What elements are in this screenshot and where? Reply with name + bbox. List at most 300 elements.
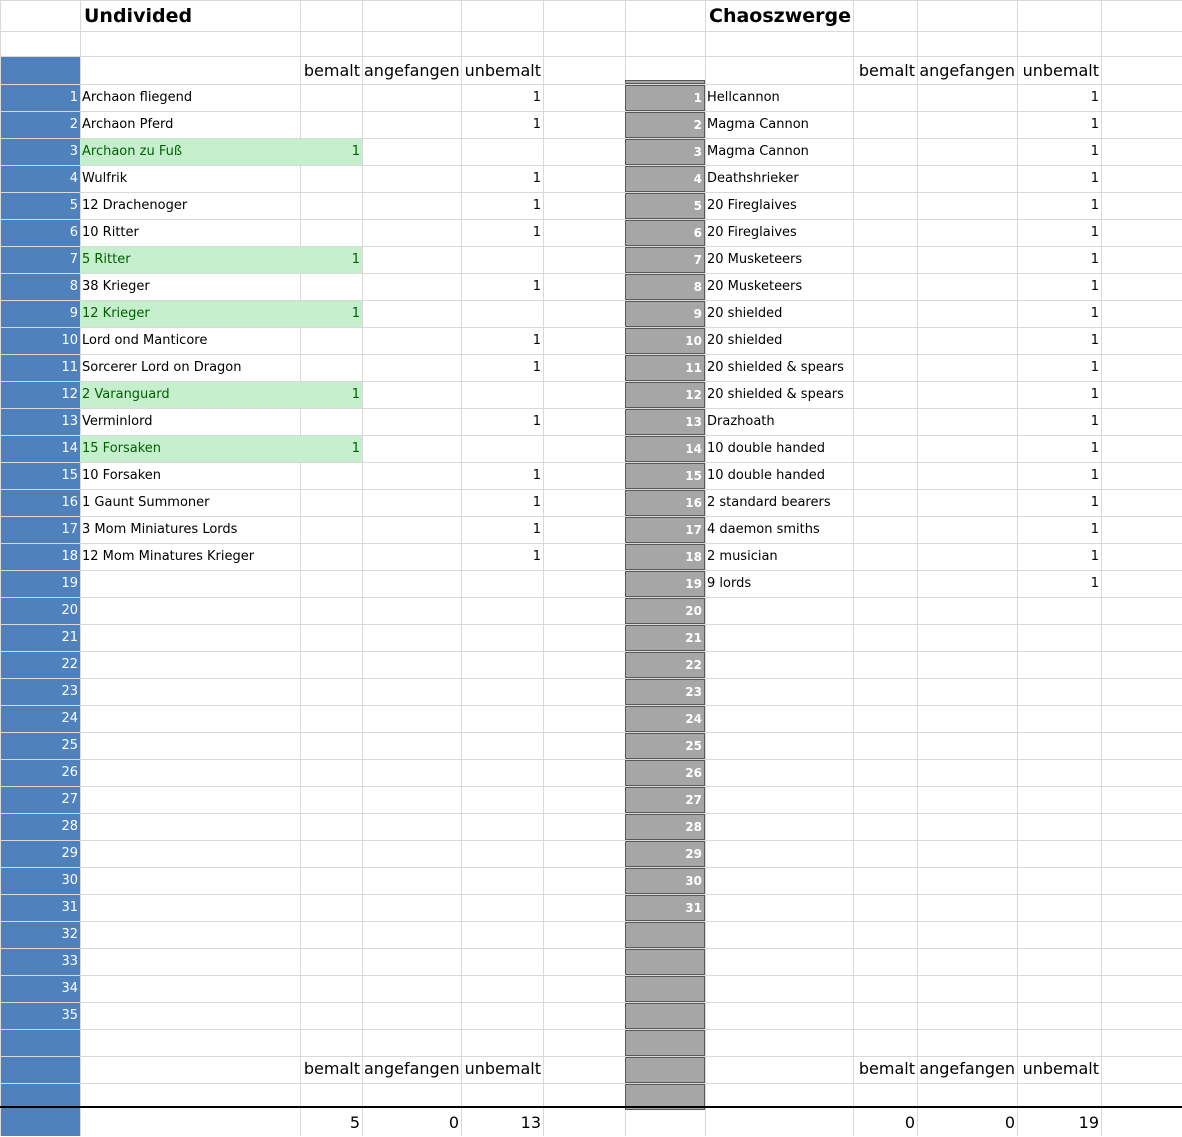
unbemalt-cell[interactable]: 1	[1090, 117, 1099, 132]
unit-name[interactable]	[705, 624, 853, 651]
bemalt-cell[interactable]	[853, 732, 917, 759]
unit-name[interactable]: 12 Mom Minatures Krieger	[82, 549, 255, 564]
angefangen-cell[interactable]	[917, 543, 1017, 570]
angefangen-cell[interactable]	[362, 624, 461, 651]
angefangen-cell[interactable]	[362, 84, 461, 111]
unit-name[interactable]: 10 double handed	[707, 441, 826, 456]
angefangen-cell[interactable]	[917, 192, 1017, 219]
unit-name[interactable]	[705, 867, 853, 894]
unit-name[interactable]: 12 Krieger	[82, 306, 150, 321]
unbemalt-cell[interactable]: 1	[532, 414, 541, 429]
row-number[interactable]: 32	[61, 927, 78, 942]
angefangen-cell[interactable]	[362, 813, 461, 840]
angefangen-cell[interactable]	[917, 570, 1017, 597]
left-header-bemalt-top[interactable]: bemalt	[303, 61, 360, 80]
unbemalt-cell[interactable]: 1	[532, 198, 541, 213]
angefangen-cell[interactable]	[917, 462, 1017, 489]
unit-name[interactable]	[705, 813, 853, 840]
bemalt-cell[interactable]	[853, 867, 917, 894]
angefangen-cell[interactable]	[362, 435, 461, 462]
angefangen-cell[interactable]	[362, 138, 461, 165]
bemalt-cell[interactable]	[853, 165, 917, 192]
unbemalt-cell[interactable]	[1017, 597, 1101, 624]
bemalt-cell[interactable]	[300, 111, 362, 138]
unbemalt-cell[interactable]	[1017, 678, 1101, 705]
unit-name[interactable]	[80, 786, 300, 813]
bemalt-cell[interactable]	[300, 165, 362, 192]
unbemalt-cell[interactable]: 1	[1090, 549, 1099, 564]
row-number[interactable]: 26	[61, 765, 78, 780]
unit-name[interactable]: Magma Cannon	[707, 117, 809, 132]
angefangen-cell[interactable]	[362, 705, 461, 732]
angefangen-cell[interactable]	[362, 543, 461, 570]
unbemalt-cell[interactable]: 1	[532, 495, 541, 510]
bemalt-cell[interactable]	[853, 678, 917, 705]
bemalt-cell[interactable]	[300, 192, 362, 219]
bemalt-cell[interactable]	[300, 327, 362, 354]
unit-name[interactable]: Lord ond Manticore	[82, 333, 208, 348]
row-number[interactable]: 28	[61, 819, 78, 834]
unit-name[interactable]: 10 double handed	[707, 468, 826, 483]
bemalt-cell[interactable]	[300, 732, 362, 759]
bemalt-cell[interactable]	[853, 138, 917, 165]
bemalt-cell[interactable]	[853, 273, 917, 300]
bemalt-cell[interactable]	[300, 516, 362, 543]
unbemalt-cell[interactable]: 1	[532, 522, 541, 537]
bemalt-cell[interactable]	[853, 192, 917, 219]
unbemalt-cell[interactable]	[461, 624, 543, 651]
angefangen-cell[interactable]	[362, 975, 461, 1002]
unbemalt-cell[interactable]	[1017, 651, 1101, 678]
unit-name[interactable]: 5 Ritter	[82, 252, 131, 267]
left-header-bemalt-bottom[interactable]: bemalt	[303, 1059, 360, 1078]
unbemalt-cell[interactable]	[1017, 624, 1101, 651]
unit-name[interactable]: 20 shielded & spears	[707, 360, 844, 375]
bemalt-cell[interactable]	[300, 489, 362, 516]
unbemalt-cell[interactable]	[461, 381, 543, 408]
unit-name[interactable]: 4 daemon smiths	[707, 522, 820, 537]
unbemalt-cell[interactable]: 1	[1090, 414, 1099, 429]
unit-name[interactable]	[80, 975, 300, 1002]
right-header-angefangen-bottom[interactable]: angefangen	[919, 1059, 1015, 1078]
row-number[interactable]: 8	[69, 279, 78, 294]
angefangen-cell[interactable]	[362, 300, 461, 327]
bemalt-cell[interactable]	[853, 894, 917, 921]
unit-name[interactable]	[80, 948, 300, 975]
angefangen-cell[interactable]	[362, 327, 461, 354]
unbemalt-cell[interactable]: 1	[1090, 252, 1099, 267]
angefangen-cell[interactable]	[362, 192, 461, 219]
angefangen-cell[interactable]	[362, 165, 461, 192]
unbemalt-cell[interactable]	[1017, 840, 1101, 867]
unit-name[interactable]	[705, 840, 853, 867]
unit-name[interactable]	[80, 759, 300, 786]
unbemalt-cell[interactable]	[461, 867, 543, 894]
row-number[interactable]: 34	[61, 981, 78, 996]
unbemalt-cell[interactable]: 1	[1090, 522, 1099, 537]
unit-name[interactable]: Deathshrieker	[707, 171, 799, 186]
unit-name[interactable]	[80, 651, 300, 678]
row-number[interactable]: 6	[69, 225, 78, 240]
angefangen-cell[interactable]	[362, 570, 461, 597]
unit-name[interactable]	[705, 651, 853, 678]
right-header-bemalt-bottom[interactable]: bemalt	[858, 1059, 915, 1078]
angefangen-cell[interactable]	[917, 705, 1017, 732]
unbemalt-cell[interactable]	[461, 813, 543, 840]
row-number[interactable]: 2	[69, 117, 78, 132]
bemalt-cell[interactable]	[853, 300, 917, 327]
unit-name[interactable]: 20 shielded & spears	[707, 387, 844, 402]
unit-name[interactable]: Archaon Pferd	[82, 117, 174, 132]
angefangen-cell[interactable]	[362, 462, 461, 489]
bemalt-cell[interactable]	[300, 597, 362, 624]
row-number[interactable]: 1	[69, 90, 78, 105]
angefangen-cell[interactable]	[917, 327, 1017, 354]
angefangen-cell[interactable]	[917, 813, 1017, 840]
unbemalt-cell[interactable]: 1	[1090, 360, 1099, 375]
angefangen-cell[interactable]	[917, 732, 1017, 759]
bemalt-cell[interactable]	[853, 111, 917, 138]
unbemalt-cell[interactable]	[461, 570, 543, 597]
angefangen-cell[interactable]	[362, 516, 461, 543]
unbemalt-cell[interactable]: 1	[1090, 495, 1099, 510]
angefangen-cell[interactable]	[362, 273, 461, 300]
undivided-title[interactable]: Undivided	[84, 5, 193, 27]
bemalt-cell[interactable]	[300, 894, 362, 921]
bemalt-cell[interactable]	[300, 948, 362, 975]
bemalt-cell[interactable]: 1	[351, 306, 360, 321]
bemalt-cell[interactable]	[853, 435, 917, 462]
unbemalt-cell[interactable]	[461, 651, 543, 678]
angefangen-cell[interactable]	[917, 840, 1017, 867]
bemalt-cell[interactable]	[853, 462, 917, 489]
unbemalt-cell[interactable]: 1	[532, 549, 541, 564]
bemalt-cell[interactable]: 1	[351, 252, 360, 267]
bemalt-cell[interactable]	[853, 705, 917, 732]
unit-name[interactable]: 9 lords	[707, 576, 752, 591]
unit-name[interactable]	[80, 921, 300, 948]
unbemalt-cell[interactable]	[461, 246, 543, 273]
angefangen-cell[interactable]	[917, 786, 1017, 813]
bemalt-cell[interactable]	[853, 381, 917, 408]
bemalt-cell[interactable]	[300, 867, 362, 894]
angefangen-cell[interactable]	[362, 111, 461, 138]
row-number[interactable]: 20	[61, 603, 78, 618]
angefangen-cell[interactable]	[917, 246, 1017, 273]
angefangen-cell[interactable]	[917, 435, 1017, 462]
angefangen-cell[interactable]	[917, 597, 1017, 624]
unbemalt-cell[interactable]	[461, 840, 543, 867]
unit-name[interactable]	[705, 732, 853, 759]
angefangen-cell[interactable]	[362, 894, 461, 921]
bemalt-cell[interactable]	[300, 543, 362, 570]
unbemalt-cell[interactable]	[1017, 867, 1101, 894]
row-number[interactable]: 7	[69, 252, 78, 267]
unit-name[interactable]: Magma Cannon	[707, 144, 809, 159]
row-number[interactable]: 27	[61, 792, 78, 807]
unit-name[interactable]: 12 Drachenoger	[82, 198, 188, 213]
bemalt-cell[interactable]	[300, 273, 362, 300]
unit-name[interactable]	[80, 570, 300, 597]
unbemalt-cell[interactable]	[461, 597, 543, 624]
angefangen-cell[interactable]	[362, 786, 461, 813]
right-total-angefangen[interactable]: 0	[1004, 1113, 1015, 1132]
bemalt-cell[interactable]	[853, 354, 917, 381]
unit-name[interactable]	[705, 678, 853, 705]
unit-name[interactable]	[80, 1002, 300, 1029]
angefangen-cell[interactable]	[917, 165, 1017, 192]
left-total-unbemalt[interactable]: 13	[520, 1113, 541, 1132]
unit-name[interactable]: Verminlord	[82, 414, 153, 429]
unit-name[interactable]	[80, 597, 300, 624]
angefangen-cell[interactable]	[917, 516, 1017, 543]
angefangen-cell[interactable]	[917, 219, 1017, 246]
left-total-bemalt[interactable]: 5	[349, 1113, 360, 1132]
bemalt-cell[interactable]	[853, 408, 917, 435]
bemalt-cell[interactable]	[853, 219, 917, 246]
unbemalt-cell[interactable]	[461, 759, 543, 786]
unbemalt-cell[interactable]: 1	[532, 279, 541, 294]
bemalt-cell[interactable]	[853, 246, 917, 273]
unbemalt-cell[interactable]	[461, 975, 543, 1002]
angefangen-cell[interactable]	[362, 921, 461, 948]
unit-name[interactable]: 2 Varanguard	[82, 387, 170, 402]
bemalt-cell[interactable]	[853, 813, 917, 840]
unit-name[interactable]	[80, 840, 300, 867]
unbemalt-cell[interactable]: 1	[1090, 441, 1099, 456]
left-header-angefangen-top[interactable]: angefangen	[364, 61, 460, 80]
row-number[interactable]: 16	[61, 495, 78, 510]
unit-name[interactable]	[80, 813, 300, 840]
unbemalt-cell[interactable]	[461, 948, 543, 975]
unit-name[interactable]	[80, 894, 300, 921]
unit-name[interactable]	[705, 759, 853, 786]
angefangen-cell[interactable]	[917, 894, 1017, 921]
row-number[interactable]: 3	[69, 144, 78, 159]
unbemalt-cell[interactable]: 1	[1090, 198, 1099, 213]
unbemalt-cell[interactable]	[1017, 786, 1101, 813]
row-number[interactable]: 18	[61, 549, 78, 564]
bemalt-cell[interactable]	[300, 921, 362, 948]
left-header-angefangen-bottom[interactable]: angefangen	[364, 1059, 460, 1078]
bemalt-cell[interactable]	[300, 651, 362, 678]
unbemalt-cell[interactable]: 1	[1090, 90, 1099, 105]
angefangen-cell[interactable]	[362, 678, 461, 705]
unit-name[interactable]	[705, 705, 853, 732]
angefangen-cell[interactable]	[917, 489, 1017, 516]
angefangen-cell[interactable]	[917, 624, 1017, 651]
unit-name[interactable]: Sorcerer Lord on Dragon	[82, 360, 242, 375]
row-number[interactable]: 29	[61, 846, 78, 861]
unit-name[interactable]: Hellcannon	[707, 90, 780, 105]
unbemalt-cell[interactable]	[1017, 759, 1101, 786]
row-number[interactable]: 13	[61, 414, 78, 429]
unit-name[interactable]: Archaon fliegend	[82, 90, 193, 105]
unbemalt-cell[interactable]: 1	[1090, 333, 1099, 348]
bemalt-cell[interactable]	[300, 1002, 362, 1029]
right-total-bemalt[interactable]: 0	[904, 1113, 915, 1132]
angefangen-cell[interactable]	[362, 597, 461, 624]
bemalt-cell[interactable]: 1	[351, 144, 360, 159]
unit-name[interactable]: 1 Gaunt Summoner	[82, 495, 210, 510]
unbemalt-cell[interactable]	[461, 1002, 543, 1029]
unit-name[interactable]	[705, 894, 853, 921]
unbemalt-cell[interactable]: 1	[532, 360, 541, 375]
unbemalt-cell[interactable]	[461, 300, 543, 327]
row-number[interactable]: 25	[61, 738, 78, 753]
unit-name[interactable]: 38 Krieger	[82, 279, 150, 294]
chaoszwerge-title[interactable]: Chaoszwerge	[709, 5, 852, 27]
unit-name[interactable]: Drazhoath	[707, 414, 775, 429]
bemalt-cell[interactable]	[300, 759, 362, 786]
angefangen-cell[interactable]	[917, 759, 1017, 786]
bemalt-cell[interactable]	[300, 354, 362, 381]
bemalt-cell[interactable]	[853, 516, 917, 543]
angefangen-cell[interactable]	[362, 732, 461, 759]
row-number[interactable]: 33	[61, 954, 78, 969]
unbemalt-cell[interactable]: 1	[1090, 468, 1099, 483]
angefangen-cell[interactable]	[362, 408, 461, 435]
bemalt-cell[interactable]	[300, 84, 362, 111]
unit-name[interactable]: 20 Fireglaives	[707, 225, 797, 240]
bemalt-cell[interactable]	[853, 624, 917, 651]
unit-name[interactable]: 3 Mom Miniatures Lords	[82, 522, 238, 537]
bemalt-cell[interactable]	[300, 462, 362, 489]
unit-name[interactable]	[705, 786, 853, 813]
unit-name[interactable]	[80, 867, 300, 894]
angefangen-cell[interactable]	[362, 867, 461, 894]
angefangen-cell[interactable]	[362, 219, 461, 246]
bemalt-cell[interactable]	[853, 489, 917, 516]
angefangen-cell[interactable]	[362, 489, 461, 516]
unbemalt-cell[interactable]: 1	[532, 225, 541, 240]
unit-name[interactable]: 15 Forsaken	[82, 441, 162, 456]
unit-name[interactable]: 20 shielded	[707, 306, 783, 321]
row-number[interactable]: 11	[61, 360, 78, 375]
angefangen-cell[interactable]	[362, 354, 461, 381]
right-header-angefangen-top[interactable]: angefangen	[919, 61, 1015, 80]
angefangen-cell[interactable]	[362, 948, 461, 975]
bemalt-cell[interactable]	[300, 705, 362, 732]
unbemalt-cell[interactable]	[461, 705, 543, 732]
bemalt-cell[interactable]	[853, 84, 917, 111]
unit-name[interactable]: 10 Forsaken	[82, 468, 162, 483]
unbemalt-cell[interactable]	[461, 678, 543, 705]
bemalt-cell[interactable]	[300, 678, 362, 705]
angefangen-cell[interactable]	[362, 1002, 461, 1029]
bemalt-cell[interactable]	[853, 840, 917, 867]
unit-name[interactable]: 2 standard bearers	[707, 495, 831, 510]
bemalt-cell[interactable]	[853, 651, 917, 678]
bemalt-cell[interactable]	[300, 786, 362, 813]
angefangen-cell[interactable]	[917, 300, 1017, 327]
unit-name[interactable]: 2 musician	[707, 549, 778, 564]
left-total-angefangen[interactable]: 0	[448, 1113, 459, 1132]
bemalt-cell[interactable]	[300, 813, 362, 840]
right-header-unbemalt-bottom[interactable]: unbemalt	[1022, 1059, 1099, 1078]
right-total-unbemalt[interactable]: 19	[1078, 1113, 1099, 1132]
right-header-unbemalt-top[interactable]: unbemalt	[1022, 61, 1099, 80]
unbemalt-cell[interactable]: 1	[1090, 306, 1099, 321]
unbemalt-cell[interactable]	[1017, 894, 1101, 921]
bemalt-cell[interactable]	[300, 624, 362, 651]
bemalt-cell[interactable]	[853, 786, 917, 813]
angefangen-cell[interactable]	[362, 381, 461, 408]
unbemalt-cell[interactable]	[461, 786, 543, 813]
bemalt-cell[interactable]: 1	[351, 387, 360, 402]
angefangen-cell[interactable]	[362, 840, 461, 867]
angefangen-cell[interactable]	[917, 867, 1017, 894]
unit-name[interactable]: 20 Fireglaives	[707, 198, 797, 213]
unit-name[interactable]: Archaon zu Fuß	[82, 144, 183, 159]
row-number[interactable]: 19	[61, 576, 78, 591]
row-number[interactable]: 4	[69, 171, 78, 186]
unbemalt-cell[interactable]	[1017, 813, 1101, 840]
right-header-bemalt-top[interactable]: bemalt	[858, 61, 915, 80]
unbemalt-cell[interactable]: 1	[532, 171, 541, 186]
bemalt-cell[interactable]	[300, 570, 362, 597]
angefangen-cell[interactable]	[917, 381, 1017, 408]
row-number[interactable]: 30	[61, 873, 78, 888]
unbemalt-cell[interactable]: 1	[1090, 576, 1099, 591]
angefangen-cell[interactable]	[917, 111, 1017, 138]
unit-name[interactable]: 20 Musketeers	[707, 252, 803, 267]
angefangen-cell[interactable]	[917, 138, 1017, 165]
left-header-unbemalt-top[interactable]: unbemalt	[464, 61, 541, 80]
row-number[interactable]: 5	[69, 198, 78, 213]
angefangen-cell[interactable]	[362, 651, 461, 678]
row-number[interactable]: 24	[61, 711, 78, 726]
row-number[interactable]: 14	[61, 441, 78, 456]
row-number[interactable]: 10	[61, 333, 78, 348]
unbemalt-cell[interactable]	[461, 732, 543, 759]
unit-name[interactable]	[80, 705, 300, 732]
row-number[interactable]: 31	[61, 900, 78, 915]
unbemalt-cell[interactable]: 1	[1090, 171, 1099, 186]
row-number[interactable]: 22	[61, 657, 78, 672]
unbemalt-cell[interactable]: 1	[532, 90, 541, 105]
unbemalt-cell[interactable]	[461, 894, 543, 921]
unbemalt-cell[interactable]: 1	[1090, 144, 1099, 159]
unbemalt-cell[interactable]	[1017, 732, 1101, 759]
angefangen-cell[interactable]	[917, 678, 1017, 705]
unbemalt-cell[interactable]	[461, 435, 543, 462]
unit-name[interactable]	[80, 732, 300, 759]
unit-name[interactable]	[80, 678, 300, 705]
unit-name[interactable]: 10 Ritter	[82, 225, 139, 240]
angefangen-cell[interactable]	[362, 759, 461, 786]
row-number[interactable]: 17	[61, 522, 78, 537]
bemalt-cell[interactable]	[853, 327, 917, 354]
bemalt-cell[interactable]	[300, 975, 362, 1002]
unit-name[interactable]: 20 shielded	[707, 333, 783, 348]
bemalt-cell[interactable]: 1	[351, 441, 360, 456]
unbemalt-cell[interactable]: 1	[1090, 279, 1099, 294]
row-number[interactable]: 23	[61, 684, 78, 699]
row-number[interactable]: 12	[61, 387, 78, 402]
unbemalt-cell[interactable]	[461, 921, 543, 948]
row-number[interactable]: 9	[69, 306, 78, 321]
unbemalt-cell[interactable]	[461, 138, 543, 165]
unit-name[interactable]: 20 Musketeers	[707, 279, 803, 294]
angefangen-cell[interactable]	[917, 273, 1017, 300]
unit-name[interactable]: Wulfrik	[82, 171, 128, 186]
unbemalt-cell[interactable]: 1	[532, 468, 541, 483]
bemalt-cell[interactable]	[853, 543, 917, 570]
angefangen-cell[interactable]	[917, 84, 1017, 111]
bemalt-cell[interactable]	[853, 597, 917, 624]
angefangen-cell[interactable]	[917, 651, 1017, 678]
